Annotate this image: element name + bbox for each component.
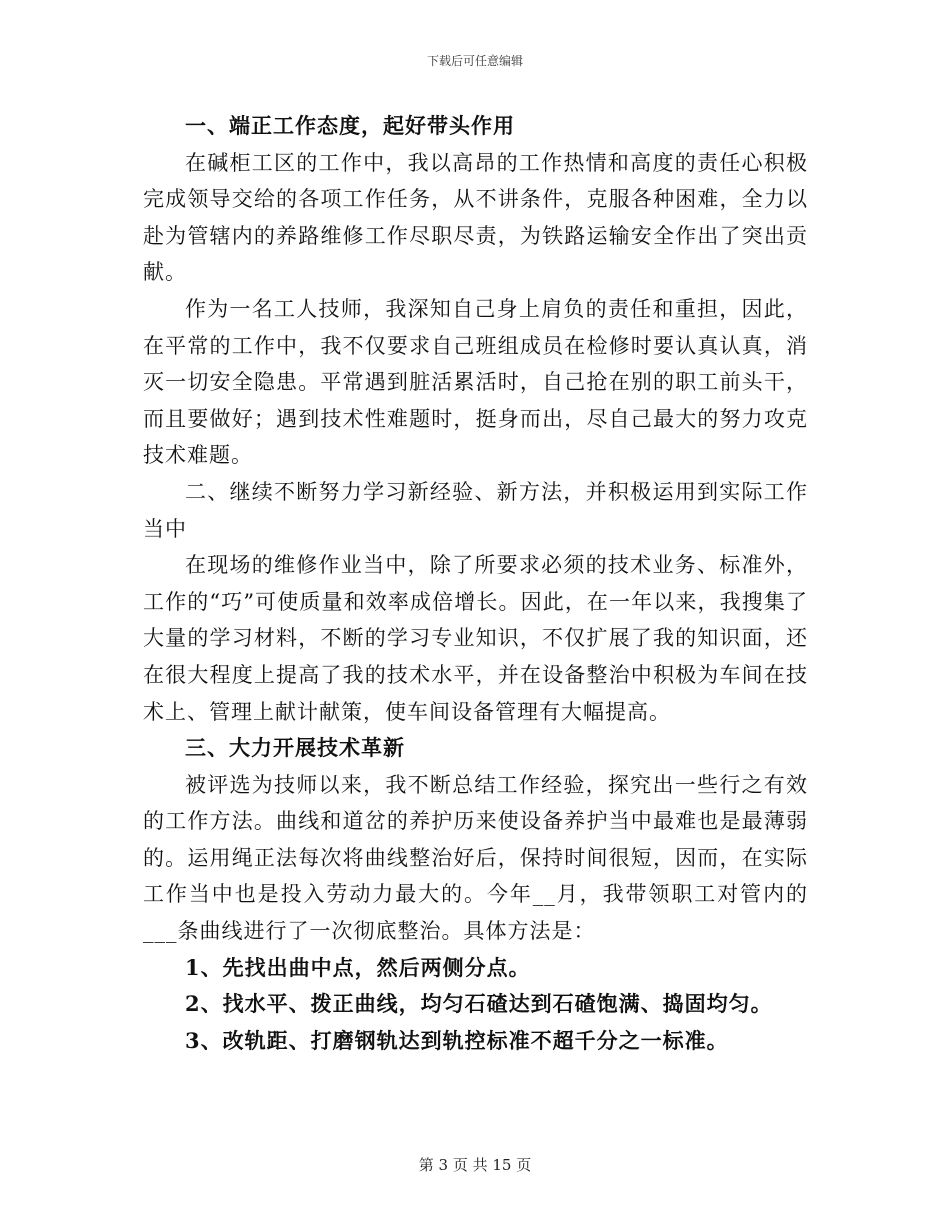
paragraph-4: 被评选为技师以来，我不断总结工作经验，探究出一些行之有效的工作方法。曲线和道岔的养护历来使设备养护当中最难也是最薄弱的。运用绳正法每次将曲线整治好后，保持时间很短，因而，在实际工作当中也是投入劳动力最大的。今年__月，我带领职工对管内的___条曲线进行了一次彻底整治。具体方法是： [143,772,808,944]
list-item-3: 3、改轨距、打磨钢轨达到轨控标准不超千分之一标准。 [185,1027,729,1053]
paragraph-1: 在碱柜工区的工作中，我以高昂的工作热情和高度的责任心积极完成领导交给的各项工作任务，从不讲条件，克服各种困难，全力以赴为管辖内的养路维修工作尽职尽责，为铁路运输安全作出了突出贡献。 [143,150,808,285]
list-item-1: 1、先找出曲中点，然后两侧分点。 [185,954,531,980]
section-heading-2: 二、继续不断努力学习新经验、新方法，并积极运用到实际工作当中 [143,479,808,541]
list-item-2: 2、找水平、拨正曲线，均匀石碴达到石碴饱满、捣固均匀。 [185,991,773,1017]
page-number: 第 3 页 共 15 页 [418,1156,532,1174]
section-heading-1: 一、端正工作态度，起好带头作用 [185,113,515,138]
document-body [143,108,808,1059]
paragraph-2: 作为一名工人技师，我深知自己身上肩负的责任和重担，因此，在平常的工作中，我不仅要求自己班组成员在检修时要认真认真，消灭一切安全隐患。平常遇到脏活累活时，自己抢在别的职工前头干，而且要做好；遇到技术性难题时，挺身而出，尽自己最大的努力攻克技术难题。 [143,296,808,468]
section-heading-3: 三、大力开展技术革新 [185,735,405,761]
page-header-note: 下载后可任意编辑 [426,54,523,68]
paragraph-3: 在现场的维修作业当中，除了所要求必须的技术业务、标准外，工作的“巧”可使质量和效率成倍增长。因此，在一年以来，我搜集了大量的学习材料，不断的学习专业知识，不仅扩展了我的知识面，还在很大程度上提高了我的技术水平，并在设备整治中积极为车间在技术上、管理上献计献策，使车间设备管理有大幅提高。 [143,553,808,724]
